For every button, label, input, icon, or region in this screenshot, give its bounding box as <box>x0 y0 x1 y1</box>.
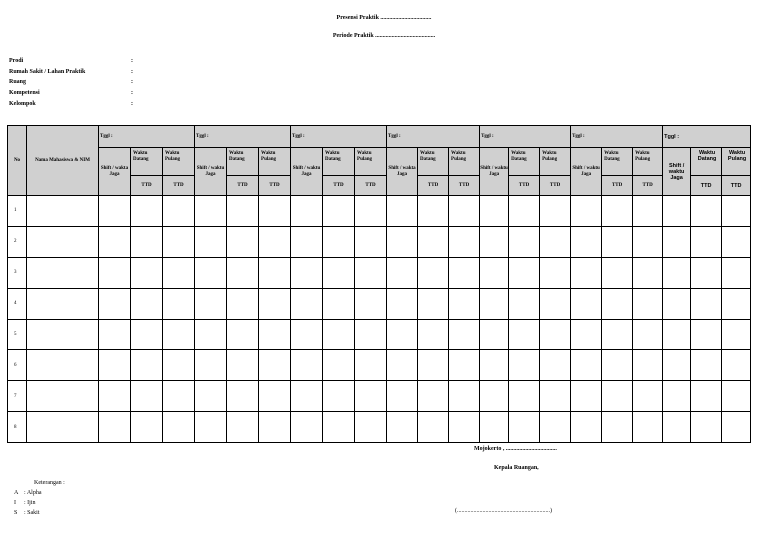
departure-time-header: Waktu Pulang <box>540 148 571 176</box>
signature-header: TTD <box>259 176 291 196</box>
attendance-cell[interactable] <box>480 226 509 257</box>
notes-heading: Keterangan : <box>34 480 65 486</box>
attendance-cell[interactable] <box>195 319 227 350</box>
attendance-cell[interactable] <box>323 288 355 319</box>
note-code: A <box>14 490 19 496</box>
attendance-cell[interactable] <box>663 288 691 319</box>
attendance-cell[interactable] <box>691 257 722 288</box>
signature-header: TTD <box>633 176 663 196</box>
attendance-cell[interactable] <box>418 288 449 319</box>
attendance-cell[interactable] <box>163 319 195 350</box>
attendance-cell[interactable] <box>291 196 323 227</box>
meta-row-prodi <box>9 56 149 67</box>
departure-time-header: Waktu Pulang <box>449 148 480 176</box>
table-row <box>8 350 751 381</box>
departure-time-header: Waktu Pulang <box>722 148 751 176</box>
attendance-cell[interactable] <box>509 381 540 412</box>
attendance-cell[interactable] <box>722 412 751 443</box>
student-name-cell[interactable] <box>27 196 99 227</box>
attendance-cell[interactable] <box>449 226 480 257</box>
attendance-cell[interactable] <box>633 257 663 288</box>
attendance-cell[interactable] <box>259 226 291 257</box>
signature-header: TTD <box>509 176 540 196</box>
arrival-time-header: Waktu Datang <box>227 148 259 176</box>
attendance-cell[interactable] <box>355 288 387 319</box>
student-name-cell[interactable] <box>27 412 99 443</box>
shift-header: Shift / waktu Jaga <box>480 148 509 196</box>
period-line: Periode Praktik ........................................ <box>332 33 436 39</box>
attendance-cell[interactable] <box>99 350 131 381</box>
day-date-header: Tggl : <box>195 126 291 148</box>
attendance-cell[interactable] <box>163 257 195 288</box>
signature-title: Kepala Ruangan, <box>494 465 539 471</box>
shift-header: Shift / waktu Jaga <box>663 148 691 196</box>
attendance-cell[interactable] <box>99 226 131 257</box>
attendance-cell[interactable] <box>540 319 571 350</box>
meta-label: Rumah Sakit / Lahan Praktik <box>9 68 86 75</box>
attendance-cell[interactable] <box>449 288 480 319</box>
signature-header: TTD <box>722 176 751 196</box>
note-item <box>14 508 65 518</box>
attendance-cell[interactable] <box>571 412 602 443</box>
day-date-header: Tggl : <box>480 126 571 148</box>
attendance-cell[interactable] <box>195 226 227 257</box>
attendance-cell[interactable] <box>602 319 633 350</box>
attendance-cell[interactable] <box>323 257 355 288</box>
attendance-cell[interactable] <box>259 288 291 319</box>
meta-colon: : <box>131 68 133 75</box>
meta-label: Kompetensi <box>9 90 40 97</box>
note-text: : Alpha <box>24 490 42 496</box>
attendance-cell[interactable] <box>691 319 722 350</box>
shift-header: Shift / waktu Jaga <box>571 148 602 196</box>
note-text: : Ijin <box>24 500 36 506</box>
meta-colon: : <box>131 90 133 97</box>
attendance-cell[interactable] <box>722 319 751 350</box>
attendance-cell[interactable] <box>633 226 663 257</box>
attendance-cell[interactable] <box>509 196 540 227</box>
signature-line: (..............................................................) <box>455 508 552 514</box>
attendance-cell[interactable] <box>480 196 509 227</box>
shift-header: Shift / wakta Jaga <box>99 148 131 196</box>
attendance-cell[interactable] <box>227 350 259 381</box>
attendance-cell[interactable] <box>722 257 751 288</box>
attendance-cell[interactable] <box>602 226 633 257</box>
attendance-cell[interactable] <box>633 288 663 319</box>
attendance-cell[interactable] <box>227 319 259 350</box>
attendance-cell[interactable] <box>691 412 722 443</box>
student-name-cell[interactable] <box>27 381 99 412</box>
attendance-cell[interactable] <box>691 381 722 412</box>
attendance-cell[interactable] <box>195 288 227 319</box>
signature-header: TTD <box>131 176 163 196</box>
attendance-cell[interactable] <box>323 381 355 412</box>
arrival-time-header: Waktu Datang <box>131 148 163 176</box>
header-row-times <box>8 148 751 176</box>
meta-block <box>9 56 149 109</box>
attendance-cell[interactable] <box>387 350 418 381</box>
attendance-cell[interactable] <box>259 350 291 381</box>
day-date-header: Tggl : <box>571 126 663 148</box>
attendance-cell[interactable] <box>633 319 663 350</box>
student-name-cell[interactable] <box>27 319 99 350</box>
arrival-time-header: Waktu Datang <box>509 148 540 176</box>
attendance-cell[interactable] <box>540 288 571 319</box>
attendance-cell[interactable] <box>131 226 163 257</box>
attendance-cell[interactable] <box>355 412 387 443</box>
attendance-cell[interactable] <box>633 381 663 412</box>
attendance-cell[interactable] <box>571 257 602 288</box>
attendance-cell[interactable] <box>571 350 602 381</box>
note-code: S <box>14 510 18 516</box>
attendance-cell[interactable] <box>480 319 509 350</box>
attendance-cell[interactable] <box>633 350 663 381</box>
attendance-cell[interactable] <box>355 319 387 350</box>
attendance-cell[interactable] <box>540 381 571 412</box>
attendance-cell[interactable] <box>99 288 131 319</box>
departure-time-header: Waktu Pulang <box>355 148 387 176</box>
attendance-cell[interactable] <box>291 226 323 257</box>
signature-header: TTD <box>540 176 571 196</box>
attendance-cell[interactable] <box>163 350 195 381</box>
student-name-cell[interactable] <box>27 226 99 257</box>
attendance-cell[interactable] <box>387 196 418 227</box>
arrival-time-header: Waktu Datang <box>691 148 722 176</box>
attendance-cell[interactable] <box>387 257 418 288</box>
attendance-cell[interactable] <box>540 226 571 257</box>
attendance-cell[interactable] <box>449 412 480 443</box>
attendance-cell[interactable] <box>131 319 163 350</box>
attendance-cell[interactable] <box>602 350 633 381</box>
meta-row-kompetensi <box>9 88 149 99</box>
attendance-cell[interactable] <box>449 196 480 227</box>
row-number: 3 <box>8 257 27 288</box>
signature-header: TTD <box>323 176 355 196</box>
attendance-cell[interactable] <box>418 350 449 381</box>
attendance-cell[interactable] <box>418 226 449 257</box>
attendance-cell[interactable] <box>571 196 602 227</box>
attendance-cell[interactable] <box>355 381 387 412</box>
table-row <box>8 319 751 350</box>
meta-row-rumah-sakit <box>9 67 149 78</box>
attendance-cell[interactable] <box>387 226 418 257</box>
table-row <box>8 288 751 319</box>
note-item <box>14 498 65 508</box>
meta-colon: : <box>131 100 133 107</box>
header-row-dates <box>8 126 751 148</box>
attendance-cell[interactable] <box>387 319 418 350</box>
attendance-cell[interactable] <box>480 257 509 288</box>
attendance-cell[interactable] <box>291 319 323 350</box>
attendance-cell[interactable] <box>323 412 355 443</box>
attendance-cell[interactable] <box>509 288 540 319</box>
attendance-cell[interactable] <box>163 196 195 227</box>
meta-label: Kelompok <box>9 100 36 107</box>
notes-block <box>14 478 65 518</box>
attendance-cell[interactable] <box>449 257 480 288</box>
attendance-cell[interactable] <box>722 350 751 381</box>
attendance-cell[interactable] <box>418 319 449 350</box>
attendance-cell[interactable] <box>480 288 509 319</box>
row-number: 4 <box>8 288 27 319</box>
attendance-cell[interactable] <box>355 350 387 381</box>
attendance-cell[interactable] <box>195 257 227 288</box>
attendance-cell[interactable] <box>602 196 633 227</box>
attendance-cell[interactable] <box>663 350 691 381</box>
attendance-cell[interactable] <box>571 319 602 350</box>
attendance-cell[interactable] <box>195 381 227 412</box>
attendance-cell[interactable] <box>722 226 751 257</box>
day-date-header: Tggl : <box>387 126 480 148</box>
attendance-cell[interactable] <box>722 196 751 227</box>
student-name-cell[interactable] <box>27 350 99 381</box>
attendance-cell[interactable] <box>227 196 259 227</box>
shift-header: Shift / waktu Jaga <box>291 148 323 196</box>
attendance-cell[interactable] <box>540 350 571 381</box>
attendance-cell[interactable] <box>163 381 195 412</box>
attendance-cell[interactable] <box>355 196 387 227</box>
attendance-cell[interactable] <box>633 412 663 443</box>
signature-place: Mojokerto , .................................. <box>474 446 557 452</box>
table-row <box>8 196 751 227</box>
attendance-cell[interactable] <box>259 319 291 350</box>
departure-time-header: Waktu Pulang <box>633 148 663 176</box>
day-date-header: Tggl : <box>99 126 195 148</box>
shift-header: Shift / waktu Jaga <box>195 148 227 196</box>
attendance-cell[interactable] <box>418 412 449 443</box>
attendance-cell[interactable] <box>227 381 259 412</box>
departure-time-header: Waktu Pulang <box>163 148 195 176</box>
attendance-cell[interactable] <box>131 412 163 443</box>
row-number: 5 <box>8 319 27 350</box>
attendance-cell[interactable] <box>602 381 633 412</box>
attendance-cell[interactable] <box>99 381 131 412</box>
attendance-cell[interactable] <box>602 257 633 288</box>
attendance-cell[interactable] <box>722 381 751 412</box>
attendance-cell[interactable] <box>691 226 722 257</box>
arrival-time-header: Waktu Datang <box>323 148 355 176</box>
day-date-header: Tggl : <box>663 126 751 148</box>
attendance-cell[interactable] <box>540 412 571 443</box>
student-name-cell[interactable] <box>27 288 99 319</box>
attendance-cell[interactable] <box>509 350 540 381</box>
attendance-cell[interactable] <box>571 226 602 257</box>
meta-colon: : <box>131 79 133 86</box>
attendance-cell[interactable] <box>663 381 691 412</box>
attendance-cell[interactable] <box>509 257 540 288</box>
attendance-cell[interactable] <box>259 412 291 443</box>
attendance-cell[interactable] <box>291 257 323 288</box>
table-row <box>8 226 751 257</box>
attendance-cell[interactable] <box>195 196 227 227</box>
attendance-cell[interactable] <box>602 288 633 319</box>
table-row <box>8 412 751 443</box>
attendance-cell[interactable] <box>99 196 131 227</box>
attendance-cell[interactable] <box>195 412 227 443</box>
attendance-cell[interactable] <box>259 381 291 412</box>
attendance-cell[interactable] <box>602 412 633 443</box>
attendance-cell[interactable] <box>663 226 691 257</box>
attendance-cell[interactable] <box>259 257 291 288</box>
attendance-cell[interactable] <box>323 350 355 381</box>
col-header-name: Nama Mahasiswa & NIM <box>27 126 99 196</box>
row-number: 8 <box>8 412 27 443</box>
table-row <box>8 257 751 288</box>
attendance-cell[interactable] <box>418 381 449 412</box>
attendance-cell[interactable] <box>418 257 449 288</box>
attendance-cell[interactable] <box>227 226 259 257</box>
note-code: I <box>14 500 16 506</box>
attendance-table <box>7 125 751 443</box>
attendance-cell[interactable] <box>291 381 323 412</box>
attendance-cell[interactable] <box>540 257 571 288</box>
attendance-cell[interactable] <box>633 196 663 227</box>
attendance-cell[interactable] <box>418 196 449 227</box>
attendance-cell[interactable] <box>195 350 227 381</box>
attendance-cell[interactable] <box>259 196 291 227</box>
attendance-cell[interactable] <box>509 319 540 350</box>
row-number: 6 <box>8 350 27 381</box>
attendance-cell[interactable] <box>480 381 509 412</box>
col-header-no: No <box>8 126 27 196</box>
attendance-cell[interactable] <box>691 196 722 227</box>
row-number: 2 <box>8 226 27 257</box>
attendance-cell[interactable] <box>449 381 480 412</box>
signature-header: TTD <box>449 176 480 196</box>
signature-header: TTD <box>602 176 633 196</box>
attendance-cell[interactable] <box>691 350 722 381</box>
note-text: : Sakit <box>24 510 40 516</box>
attendance-cell[interactable] <box>131 196 163 227</box>
attendance-cell[interactable] <box>291 288 323 319</box>
attendance-cell[interactable] <box>131 350 163 381</box>
attendance-cell[interactable] <box>509 412 540 443</box>
attendance-cell[interactable] <box>99 412 131 443</box>
attendance-cell[interactable] <box>323 319 355 350</box>
attendance-cell[interactable] <box>163 226 195 257</box>
arrival-time-header: Waktu Datang <box>602 148 633 176</box>
attendance-cell[interactable] <box>387 288 418 319</box>
signature-header: TTD <box>691 176 722 196</box>
attendance-cell[interactable] <box>355 226 387 257</box>
attendance-cell[interactable] <box>227 257 259 288</box>
attendance-cell[interactable] <box>387 412 418 443</box>
attendance-cell[interactable] <box>449 319 480 350</box>
attendance-cell[interactable] <box>163 288 195 319</box>
attendance-cell[interactable] <box>355 257 387 288</box>
attendance-cell[interactable] <box>663 257 691 288</box>
attendance-cell[interactable] <box>509 226 540 257</box>
note-item <box>14 488 65 498</box>
attendance-cell[interactable] <box>571 288 602 319</box>
attendance-cell[interactable] <box>131 257 163 288</box>
attendance-cell[interactable] <box>227 288 259 319</box>
day-date-header: Tggl : <box>291 126 387 148</box>
attendance-cell[interactable] <box>227 412 259 443</box>
attendance-cell[interactable] <box>540 196 571 227</box>
row-number: 1 <box>8 196 27 227</box>
departure-time-header: Waktu Pulang <box>259 148 291 176</box>
attendance-cell[interactable] <box>480 350 509 381</box>
meta-label: Prodi <box>9 58 24 64</box>
attendance-cell[interactable] <box>163 412 195 443</box>
attendance-cell[interactable] <box>323 196 355 227</box>
signature-header: TTD <box>163 176 195 196</box>
attendance-cell[interactable] <box>291 412 323 443</box>
attendance-cell[interactable] <box>449 350 480 381</box>
attendance-cell[interactable] <box>387 381 418 412</box>
attendance-cell[interactable] <box>131 381 163 412</box>
meta-colon: : <box>131 58 133 64</box>
attendance-cell[interactable] <box>663 196 691 227</box>
attendance-cell[interactable] <box>131 288 163 319</box>
attendance-cell[interactable] <box>722 288 751 319</box>
attendance-cell[interactable] <box>99 319 131 350</box>
meta-label: Ruang <box>9 79 27 86</box>
signature-header: TTD <box>227 176 259 196</box>
signature-header: TTD <box>355 176 387 196</box>
row-number: 7 <box>8 381 27 412</box>
attendance-cell[interactable] <box>691 288 722 319</box>
attendance-cell[interactable] <box>663 319 691 350</box>
signature-header: TTD <box>418 176 449 196</box>
meta-row-ruang <box>9 77 149 88</box>
shift-header: Shift / wakta Jaga <box>387 148 418 196</box>
attendance-cell[interactable] <box>571 381 602 412</box>
arrival-time-header: Waktu Datang <box>418 148 449 176</box>
meta-row-kelompok <box>9 99 149 110</box>
attendance-cell[interactable] <box>480 412 509 443</box>
document-title: Presensi Praktik .................................. <box>336 15 432 21</box>
attendance-cell[interactable] <box>323 226 355 257</box>
student-name-cell[interactable] <box>27 257 99 288</box>
attendance-cell[interactable] <box>99 257 131 288</box>
table-row <box>8 381 751 412</box>
attendance-cell[interactable] <box>291 350 323 381</box>
attendance-cell[interactable] <box>663 412 691 443</box>
